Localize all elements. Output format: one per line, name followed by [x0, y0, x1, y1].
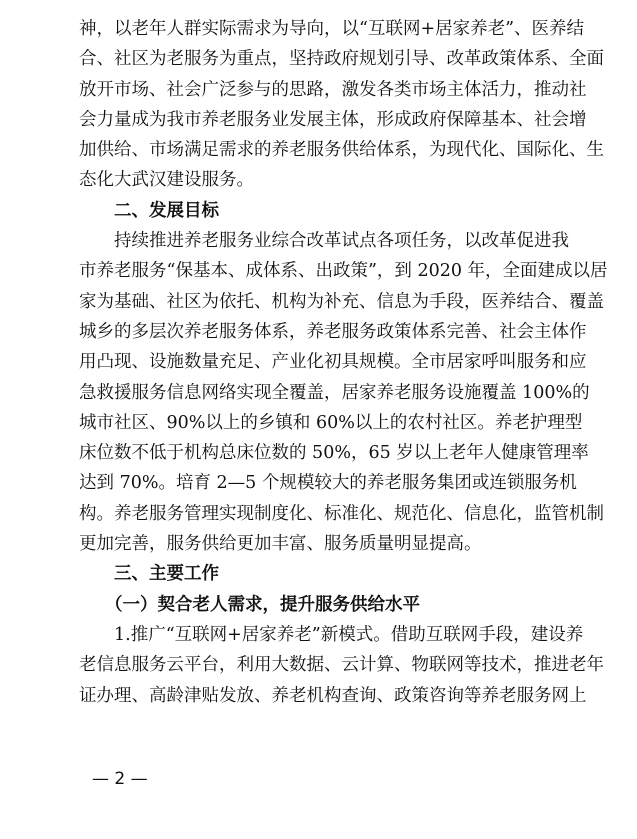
body-line: 家为基础、社区为依托、机构为补充、信息为手段，医养结合、覆盖	[79, 291, 604, 312]
paragraph-first-line: 1.推广“互联网+居家养老”新模式。借助互联网手段，建设养	[114, 624, 584, 645]
document-body	[79, 14, 608, 711]
subsection-heading: （一）契合老人需求，提升服务供给水平	[105, 594, 420, 615]
body-line: 放开市场、社会广泛参与的思路，激发各类市场主体活力，推动社	[79, 79, 587, 100]
body-line: 用凸现、设施数量充足、产业化初具规模。全市居家呼叫服务和应	[79, 352, 587, 373]
body-line: 证办理、高龄津贴发放、养老机构查询、政策咨询等养老服务网上	[79, 685, 587, 706]
body-line: 会力量成为我市养老服务业发展主体，形成政府保障基本、社会增	[79, 109, 587, 130]
body-line: 加供给、市场满足需求的养老服务供给体系，为现代化、国际化、生	[79, 140, 604, 161]
body-line: 急救援服务信息网络实现全覆盖，居家养老服务设施覆盖 100%的	[79, 382, 590, 403]
section-heading-goals: 二、发展目标	[114, 200, 219, 221]
body-line: 构。养老服务管理实现制度化、标准化、规范化、信息化，监管机制	[79, 503, 604, 524]
page-number: — 2 —	[92, 769, 148, 789]
body-line: 城市社区、90%以上的乡镇和 60%以上的农村社区。养老护理型	[79, 412, 583, 433]
body-line: 神，以老年人群实际需求为导向，以“互联网+居家养老”、医养结	[79, 19, 585, 39]
body-line: 合、社区为老服务为重点，坚持政府规划引导、改革政策体系、全面	[79, 49, 604, 70]
section-heading-main-work: 三、主要工作	[114, 564, 219, 585]
body-line: 态化大武汉建设服务。	[79, 170, 254, 191]
paragraph-first-line: 持续推进养老服务业综合改革试点各项任务，以改革促进我	[114, 231, 569, 252]
body-line: 达到 70%。培育 2—5 个规模较大的养老服务集团或连锁服务机	[79, 473, 577, 494]
body-line: 城乡的多层次养老服务体系，养老服务政策体系完善、社会主体作	[79, 321, 587, 342]
body-line: 床位数不低于机构总床位数的 50%，65 岁以上老年人健康管理率	[79, 443, 589, 464]
body-line: 市养老服务“保基本、成体系、出政策”，到 2020 年，全面建成以居	[79, 261, 608, 282]
body-line: 老信息服务云平台，利用大数据、云计算、物联网等技术，推进老年	[79, 655, 604, 676]
body-line: 更加完善，服务供给更加丰富、服务质量明显提高。	[79, 534, 482, 555]
